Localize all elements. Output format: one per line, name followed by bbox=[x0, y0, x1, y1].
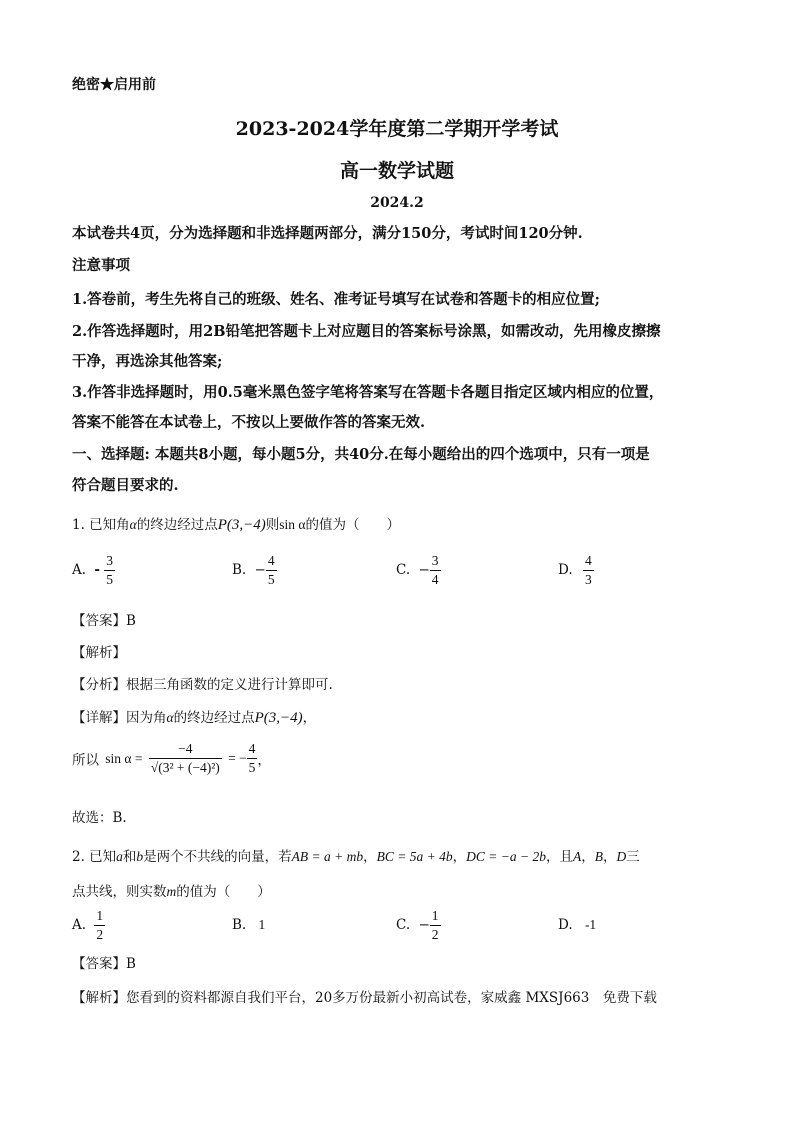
q1-equation: 所以 sin α = $\frac{-4}{\text{√(3² + (−4)²)}}$ = − $\frac{4}{5}$ ， bbox=[72, 741, 271, 775]
section-1-heading-line-2: 符合题目要求的. bbox=[72, 477, 179, 494]
q2-stem-line-1: 2. 已知a和b是两个不共线的向量，若AB = a + mb，BC = 5a + 4b，DC = −a − 2b，且A，B，D三 bbox=[72, 849, 640, 865]
note-1: 1.答卷前，考生先将自己的班级、姓名、准考证号填写在试卷和答题卡的相应位置; bbox=[72, 291, 600, 308]
q1-option-d: D. $\frac{4}{3}$ bbox=[558, 553, 592, 587]
q2-option-b: B. 1 bbox=[232, 917, 266, 933]
note-2-line-1: 2.作答选择题时，用2B铅笔把答题卡上对应题目的答案标号涂黑，如需改动，先用橡皮擦擦 bbox=[72, 323, 661, 340]
q1-stem: 1. 已知角α的终边经过点P(3,−4)则sin α的值为（ ） bbox=[72, 517, 400, 533]
secret-mark: 绝密★启用前 bbox=[72, 77, 156, 93]
exam-title: 2023-2024学年度第二学期开学考试 bbox=[235, 118, 559, 140]
exam-date: 2024.2 bbox=[370, 195, 424, 211]
q1-option-a: A. - $\frac{3}{5}$ bbox=[72, 553, 113, 587]
exam-summary: 本试卷共4页，分为选择题和非选择题两部分，满分150分，考试时间120分钟. bbox=[72, 225, 583, 242]
q1-analysis-tag: 【解析】 bbox=[72, 645, 126, 661]
q2-option-c: C. − $\frac{1}{2}$ bbox=[396, 908, 439, 942]
note-2-line-2: 干净，再选涂其他答案; bbox=[72, 353, 223, 370]
q1-xiangjie: 【详解】因为角α的终边经过点P(3,−4)， bbox=[72, 710, 317, 726]
note-3-line-1: 3.作答非选择题时，用0.5毫米黑色签字笔将答案写在答题卡各题目指定区域内相应的位置， bbox=[72, 384, 664, 401]
q1-answer: 【答案】B bbox=[72, 613, 136, 629]
q2-stem-line-2: 点共线，则实数m的值为（ ） bbox=[72, 884, 271, 900]
section-1-heading-line-1: 一、选择题: 本题共8小题，每小题5分，共40分.在每小题给出的四个选项中，只有一项是 bbox=[72, 446, 650, 463]
subject-title: 高一数学试题 bbox=[339, 160, 454, 182]
q1-fenxi: 【分析】根据三角函数的定义进行计算即可. bbox=[72, 677, 333, 693]
q1-option-c: C. − $\frac{3}{4}$ bbox=[396, 553, 439, 587]
q2-analysis: 【解析】您看到的资料都源自我们平台，20多万份最新小初高试卷，家威鑫 MXSJ663 免费下载 bbox=[72, 990, 657, 1006]
watermark-ad-text: 您看到的资料都源自我们平台，20多万份最新小初高试卷，家威鑫 MXSJ663 免费下载 bbox=[126, 990, 657, 1006]
notes-title: 注意事项 bbox=[72, 257, 130, 274]
q1-option-b: B. − $\frac{4}{5}$ bbox=[232, 553, 275, 587]
q2-answer: 【答案】B bbox=[72, 956, 136, 972]
q2-option-d: D. -1 bbox=[558, 917, 597, 933]
q2-option-a: A. $\frac{1}{2}$ bbox=[72, 908, 104, 942]
note-3-line-2: 答案不能答在本试卷上，不按以上要做作答的答案无效. bbox=[72, 414, 426, 431]
q1-choice: 故选：B. bbox=[72, 810, 127, 826]
